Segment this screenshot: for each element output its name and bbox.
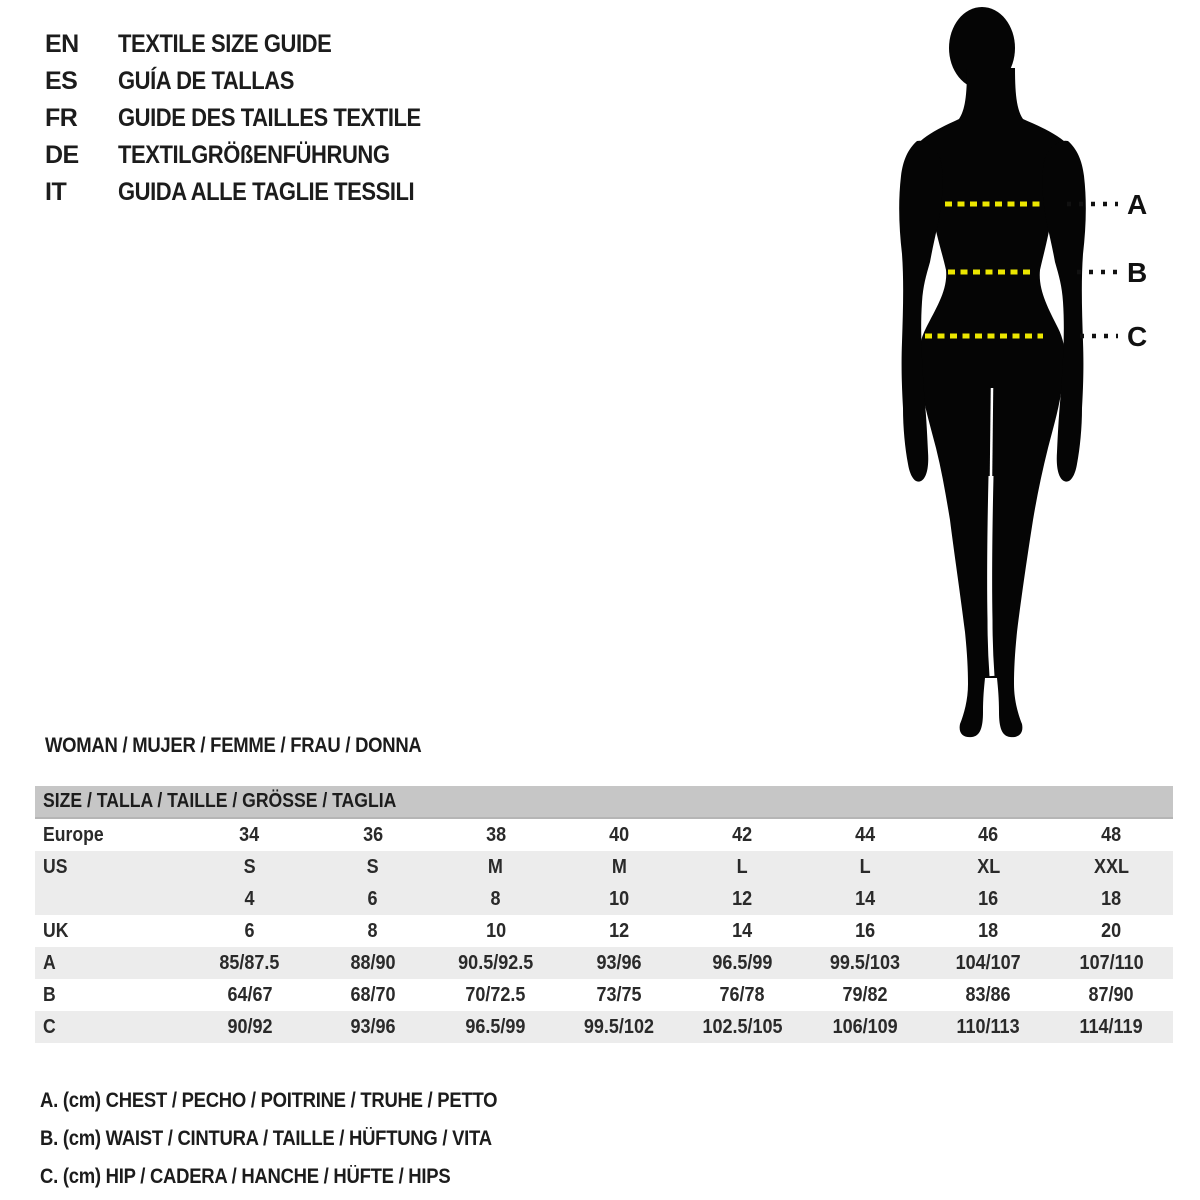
measurement-legend	[40, 1082, 560, 1196]
row-label: A	[43, 952, 56, 974]
size-cell: 8	[490, 888, 501, 910]
legend-line-hip	[40, 1158, 560, 1196]
language-row	[45, 63, 462, 100]
size-cell: 114/119	[1079, 1016, 1143, 1038]
language-row	[45, 174, 462, 211]
size-cell: 46	[978, 824, 999, 846]
legend-line-hip-text: C. (cm) HIP / CADERA / HANCHE / HÜFTE / HIPS	[40, 1165, 451, 1188]
language-row	[45, 100, 462, 137]
language-code: DE	[45, 141, 79, 169]
size-cell: 96.5/99	[465, 1016, 526, 1038]
language-list	[45, 26, 462, 211]
legend-line-chest-text: A. (cm) CHEST / PECHO / POITRINE / TRUHE / PETTO	[40, 1089, 498, 1112]
size-cell: XL	[976, 856, 1000, 878]
measure-label-a: A	[1127, 189, 1148, 220]
table-row	[35, 915, 1173, 947]
size-cell: 104/107	[955, 952, 1021, 974]
size-cell: 42	[732, 824, 753, 846]
size-cell: 18	[1101, 888, 1122, 910]
size-cell: 73/75	[596, 984, 642, 1006]
row-label: US	[43, 856, 68, 878]
size-cell: 85/87.5	[219, 952, 280, 974]
size-table-header	[35, 786, 1173, 819]
section-heading-text: WOMAN / MUJER / FEMME / FRAU / DONNA	[45, 734, 422, 757]
size-cell: 99.5/103	[830, 952, 901, 974]
size-cell: 34	[239, 824, 260, 846]
size-cell: 44	[855, 824, 876, 846]
size-cell: 106/109	[832, 1016, 898, 1038]
size-cell: XXL	[1093, 856, 1129, 878]
section-heading	[45, 734, 473, 758]
size-cell: 12	[608, 920, 629, 942]
size-cell: L	[736, 856, 748, 878]
size-cell: 16	[855, 920, 876, 942]
size-cell: M	[488, 856, 504, 878]
size-cell: 10	[608, 888, 629, 910]
size-table-header-text: SIZE / TALLA / TAILLE / GRÖSSE / TAGLIA	[43, 790, 397, 812]
row-label: UK	[43, 920, 69, 942]
woman-silhouette	[860, 0, 1200, 760]
size-cell: 14	[732, 920, 753, 942]
legend-line-waist	[40, 1120, 560, 1158]
size-cell: 83/86	[965, 984, 1011, 1006]
size-table-body	[35, 819, 1173, 1043]
legend-line-waist-text: B. (cm) WAIST / CINTURA / TAILLE / HÜFTUNG / VITA	[40, 1127, 492, 1150]
size-cell: 12	[732, 888, 753, 910]
row-label: C	[43, 1016, 56, 1038]
size-cell: 96.5/99	[712, 952, 773, 974]
size-cell: 102.5/105	[702, 1016, 783, 1038]
table-row	[35, 851, 1173, 883]
measurement-figure	[860, 0, 1200, 760]
size-cell: 36	[362, 824, 383, 846]
table-row	[35, 819, 1173, 851]
language-code: ES	[45, 67, 78, 95]
size-cell: 87/90	[1088, 984, 1134, 1006]
size-table	[35, 786, 1173, 1043]
size-cell: 76/78	[719, 984, 765, 1006]
size-cell: 90/92	[227, 1016, 273, 1038]
size-cell: L	[859, 856, 871, 878]
size-cell: 6	[367, 888, 378, 910]
size-cell: 93/96	[350, 1016, 396, 1038]
table-row	[35, 883, 1173, 915]
table-row	[35, 1011, 1173, 1043]
size-cell: 14	[855, 888, 876, 910]
size-cell: 93/96	[596, 952, 642, 974]
row-label: Europe	[43, 824, 104, 846]
language-label: TEXTILGRÖßENFÜHRUNG	[118, 141, 390, 169]
size-cell: 6	[244, 920, 255, 942]
size-cell: 107/110	[1079, 952, 1144, 974]
language-code: FR	[45, 104, 78, 132]
language-code: EN	[45, 30, 79, 58]
size-cell: 38	[485, 824, 506, 846]
size-cell: 16	[978, 888, 999, 910]
size-cell: S	[366, 856, 379, 878]
measure-label-b: B	[1127, 257, 1148, 288]
size-cell: S	[243, 856, 256, 878]
language-label: GUÍA DE TALLAS	[118, 67, 294, 95]
size-cell: 10	[485, 920, 506, 942]
size-cell: 70/72.5	[465, 984, 526, 1006]
legend-line-chest	[40, 1082, 560, 1120]
size-cell: 20	[1101, 920, 1122, 942]
language-code: IT	[45, 178, 67, 206]
size-cell: 8	[367, 920, 378, 942]
size-cell: M	[611, 856, 627, 878]
measure-label-c: C	[1127, 321, 1148, 352]
language-row	[45, 26, 462, 63]
size-cell: 48	[1101, 824, 1122, 846]
size-cell: 4	[244, 888, 255, 910]
table-row	[35, 947, 1173, 979]
size-cell: 18	[978, 920, 999, 942]
row-label: B	[43, 984, 56, 1006]
language-label: TEXTILE SIZE GUIDE	[118, 30, 332, 58]
language-label: GUIDA ALLE TAGLIE TESSILI	[118, 178, 415, 206]
language-label: GUIDE DES TAILLES TEXTILE	[118, 104, 421, 132]
size-cell: 99.5/102	[583, 1016, 654, 1038]
size-cell: 90.5/92.5	[458, 952, 534, 974]
size-cell: 110/113	[956, 1016, 1020, 1038]
size-cell: 79/82	[842, 984, 888, 1006]
size-cell: 40	[608, 824, 629, 846]
row-label	[35, 883, 188, 915]
size-cell: 64/67	[227, 984, 273, 1006]
size-cell: 68/70	[350, 984, 396, 1006]
size-cell: 88/90	[350, 952, 396, 974]
table-row	[35, 979, 1173, 1011]
language-row	[45, 137, 462, 174]
